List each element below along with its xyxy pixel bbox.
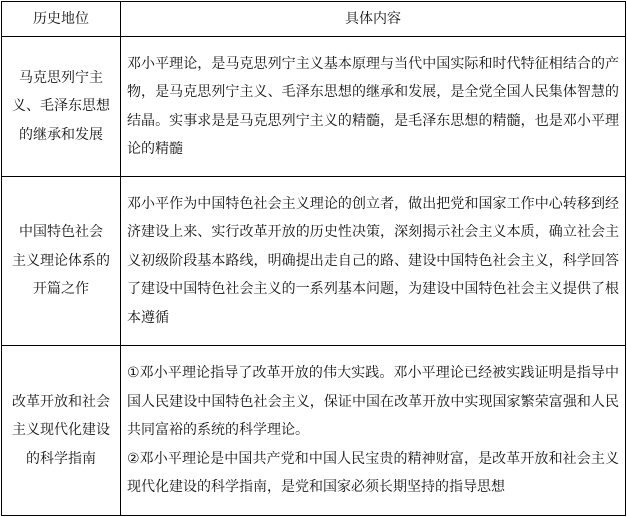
status-line: 主义理论体系的 <box>12 252 110 269</box>
status-line: 开篇之作 <box>33 281 89 298</box>
status-line: 马克思列宁主 <box>19 69 103 86</box>
history-status-table <box>1 1 626 516</box>
table-row <box>2 37 626 177</box>
status-line: 的继承和发展 <box>19 126 103 143</box>
status-line: 的科学指南 <box>26 450 96 467</box>
row-content-cell <box>121 177 626 346</box>
row-status-cell <box>2 177 121 346</box>
row-content-cell <box>121 37 626 177</box>
content-paragraph: ②邓小平理论是中国共产党和中国人民宝贵的精神财富，是改革开放和社会主义现代化建设的科学指南，是党和国家必须长期坚持的指导思想 <box>127 450 619 496</box>
status-line: 义、毛泽东思想 <box>12 98 110 115</box>
column-header-content: 具体内容 <box>121 2 626 37</box>
table-row <box>2 177 626 346</box>
table-header-row <box>2 2 626 37</box>
status-line: 主义现代化建设 <box>12 422 110 439</box>
row-status-cell <box>2 346 121 516</box>
table-row <box>2 346 626 516</box>
status-line: 中国特色社会 <box>19 224 103 241</box>
row-content-cell <box>121 346 626 516</box>
content-paragraph: ①邓小平理论指导了改革开放的伟大实践。邓小平理论已经被实践证明是指导中国人民建设中国特色社会主义，保证中国在改革开放中实现国家繁荣富强和人民共同富裕的系统的科学理论。 <box>127 365 619 439</box>
status-line: 改革开放和社会 <box>12 393 110 410</box>
content-paragraph: 邓小平作为中国特色社会主义理论的创立者，做出把党和国家工作中心转移到经济建设上来、实行改革开放的历史性决策，深刻揭示社会主义本质，确立社会主义初级阶段基本路线，明确提出走自己的路、建设中国特色社会主义，科学回答了建设中国特色社会主义的一系列基本问题，为建设中国特色社会主义提供了根本遵循 <box>127 195 619 326</box>
column-header-status: 历史地位 <box>2 2 121 37</box>
row-status-cell <box>2 37 121 177</box>
content-paragraph: 邓小平理论，是马克思列宁主义基本原理与当代中国实际和时代特征相结合的产物，是马克思列宁主义、毛泽东思想的继承和发展，是全党全国人民集体智慧的结晶。实事求是是马克思列宁主义的精髓，是毛泽东思想的精髓，也是邓小平理论的精髓 <box>127 55 619 157</box>
